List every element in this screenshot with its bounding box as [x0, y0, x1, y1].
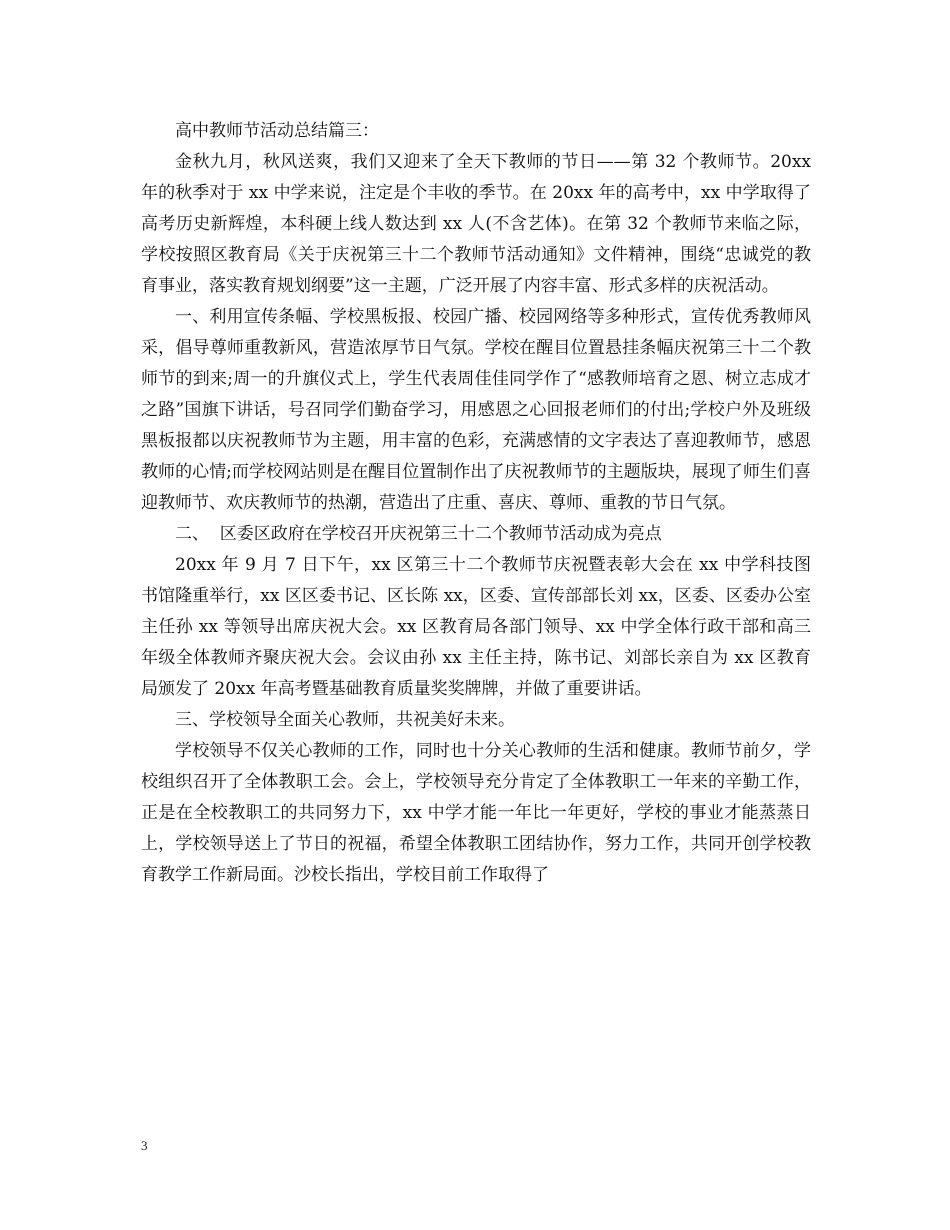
paragraph-section-two: 20xx 年 9 月 7 日下午，xx 区第三十二个教师节庆祝暨表彰大会在 xx 中学科技图书馆隆重举行，xx 区区委书记、区长陈 xx，区委、宣传部部长刘 xx，区委、区委办公室主任孙 xx 等领导出席庆祝大会。xx 区教育局各部门领导、xx 中学全体行政干部和高三年级全体教师齐聚庆祝大会。会议由孙 xx 主任主持，陈书记、刘部长亲自为 xx 区教育局颁发了 20xx 年高考暨基础教育质量奖奖牌牌，并做了重要讲话。: [141, 555, 811, 699]
paragraph-section-one: 一、利用宣传条幅、学校黑板报、校园广播、校园网络等多种形式，宣传优秀教师风采，倡导尊师重教新风，营造浓厚节日气氛。学校在醒目位置悬挂条幅庆祝第三十二个教师节的到来;周一的升旗仪式上，学生代表周佳佳同学作了“感教师培育之恩、树立志成才之路”国旗下讲话，号召同学们勤奋学习，用感恩之心回报老师们的付出;学校户外及班级黑板报都以庆祝教师节为主题，用丰富的色彩，充满感情的文字表达了喜迎教师节，感恩教师的心情;而学校网站则是在醒目位置制作出了庆祝教师节的主题版块，展现了师生们喜迎教师节、欢庆教师节的热潮，营造出了庄重、喜庆、尊师、重教的节日气氛。: [141, 307, 811, 513]
section-three-heading: 三、学校领导全面关心教师，共祝美好未来。: [175, 710, 515, 730]
document-body: [141, 116, 811, 891]
page-number: 3: [141, 1138, 148, 1153]
paragraph-section-three: 学校领导不仅关心教师的工作，同时也十分关心教师的生活和健康。教师节前夕，学校组织召开了全体教职工会。会上，学校领导充分肯定了全体教职工一年来的辛勤工作，正是在全校教职工的共同努力下，xx 中学才能一年比一年更好，学校的事业才能蒸蒸日上，学校领导送上了节日的祝福，希望全体教职工团结协作，努力工作，共同开创学校教育教学工作新局面。沙校长指出，学校目前工作取得了: [141, 741, 811, 885]
document-heading: 高中教师节活动总结篇三：: [175, 121, 379, 141]
paragraph-intro: 金秋九月，秋风送爽，我们又迎来了全天下教师的节日——第 32 个教师节。20xx 年的秋季对于 xx 中学来说，注定是个丰收的季节。在 20xx 年的高考中，xx 中学取得了高考历史新辉煌，本科硬上线人数达到 xx 人(不含艺体)。在第 32 个教师节来临之际，学校按照区教育局《关于庆祝第三十二个教师节活动通知》文件精神，围绕“忠诚党的教育事业，落实教育规划纲要”这一主题，广泛开展了内容丰富、形式多样的庆祝活动。: [141, 152, 811, 296]
section-two-heading: 二、 区委区政府在学校召开庆祝第三十二个教师节活动成为亮点: [175, 524, 662, 544]
